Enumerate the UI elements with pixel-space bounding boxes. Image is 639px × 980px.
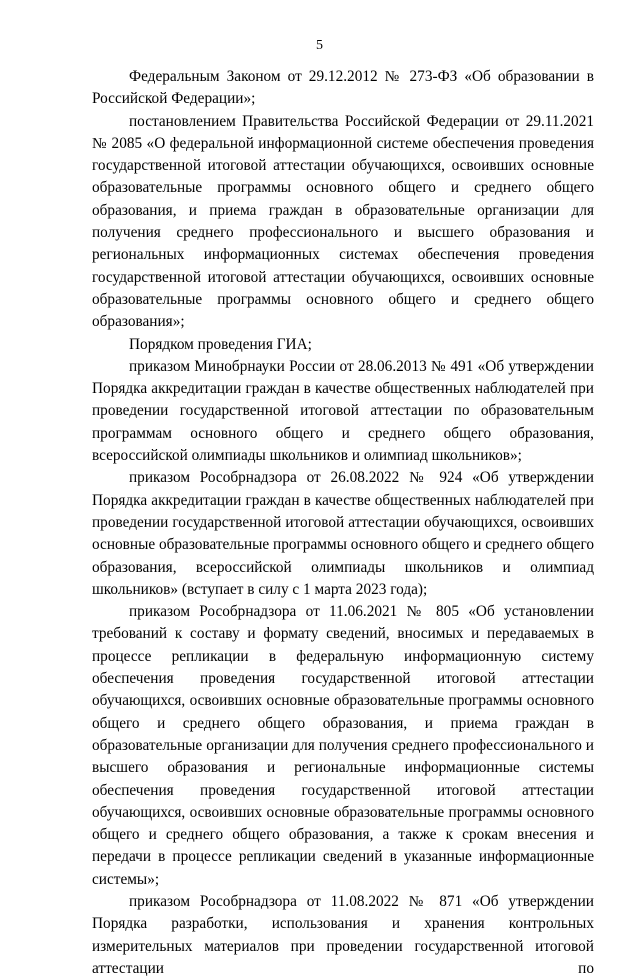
paragraph-resolution-2085: постановлением Правительства Российской Федерации от 29.11.2021 № 2085 «О федеральной информационной системе обеспечения проведения государственной итоговой аттестации обучающихся, освоивших основные образовательные программы основного общего и среднего общего образования, и приема граждан в образовательные организации для получения среднего профессионального и высшего образования и региональных информационных системах обеспечения проведения государственной итоговой аттестации обучающихся, освоивших основные образовательные программы основного общего и среднего общего образования»; xyxy=(92,112,594,331)
document-body xyxy=(92,66,594,980)
paragraph-gia-procedure: Порядком проведения ГИА; xyxy=(129,335,312,353)
paragraph-order-491: приказом Минобрнауки России от 28.06.2013 № 491 «Об утверждении Порядка аккредитации граждан в качестве общественных наблюдателей при проведении государственной итоговой аттестации по образовательным программам основного общего и среднего общего образования, всероссийской олимпиады школьников и олимпиад школьников»; xyxy=(92,357,594,465)
paragraph-order-924: приказом Рособрнадзора от 26.08.2022 № 924 «Об утверждении Порядка аккредитации граждан в качестве общественных наблюдателей при проведении государственной итоговой аттестации обучающихся, освоивших основные образовательные программы основного общего и среднего общего образования, всероссийской олимпиады школьников и олимпиад школьников» (вступает в силу с 1 марта 2023 года); xyxy=(92,469,594,598)
paragraph-order-805: приказом Рособрнадзора от 11.06.2021 № 805 «Об установлении требований к составу и формату сведений, вносимых и передаваемых в процессе репликации в федеральную информационную систему обеспечения проведения государственной итоговой аттестации обучающихся, освоивших основные образовательные программы основного общего и среднего общего образования, и приема граждан в образовательные организации для получения среднего профессионального и высшего образования и региональные информационные системы обеспечения проведения государственной итоговой аттестации обучающихся, освоивших основные образовательные программы основного общего и среднего общего образования, а также к срокам внесения и передачи в процессе репликации сведений в указанные информационные системы»; xyxy=(92,603,594,888)
page-number: 5 xyxy=(316,38,323,53)
paragraph-law-273: Федеральным Законом от 29.12.2012 № 273-ФЗ «Об образовании в Российской Федерации»; xyxy=(92,68,594,108)
paragraph-order-871: приказом Рособрнадзора от 11.08.2022 № 871 «Об утверждении Порядка разработки, использования и хранения контрольных измерительных материалов при проведении государственной итоговой аттестации по xyxy=(92,892,594,977)
